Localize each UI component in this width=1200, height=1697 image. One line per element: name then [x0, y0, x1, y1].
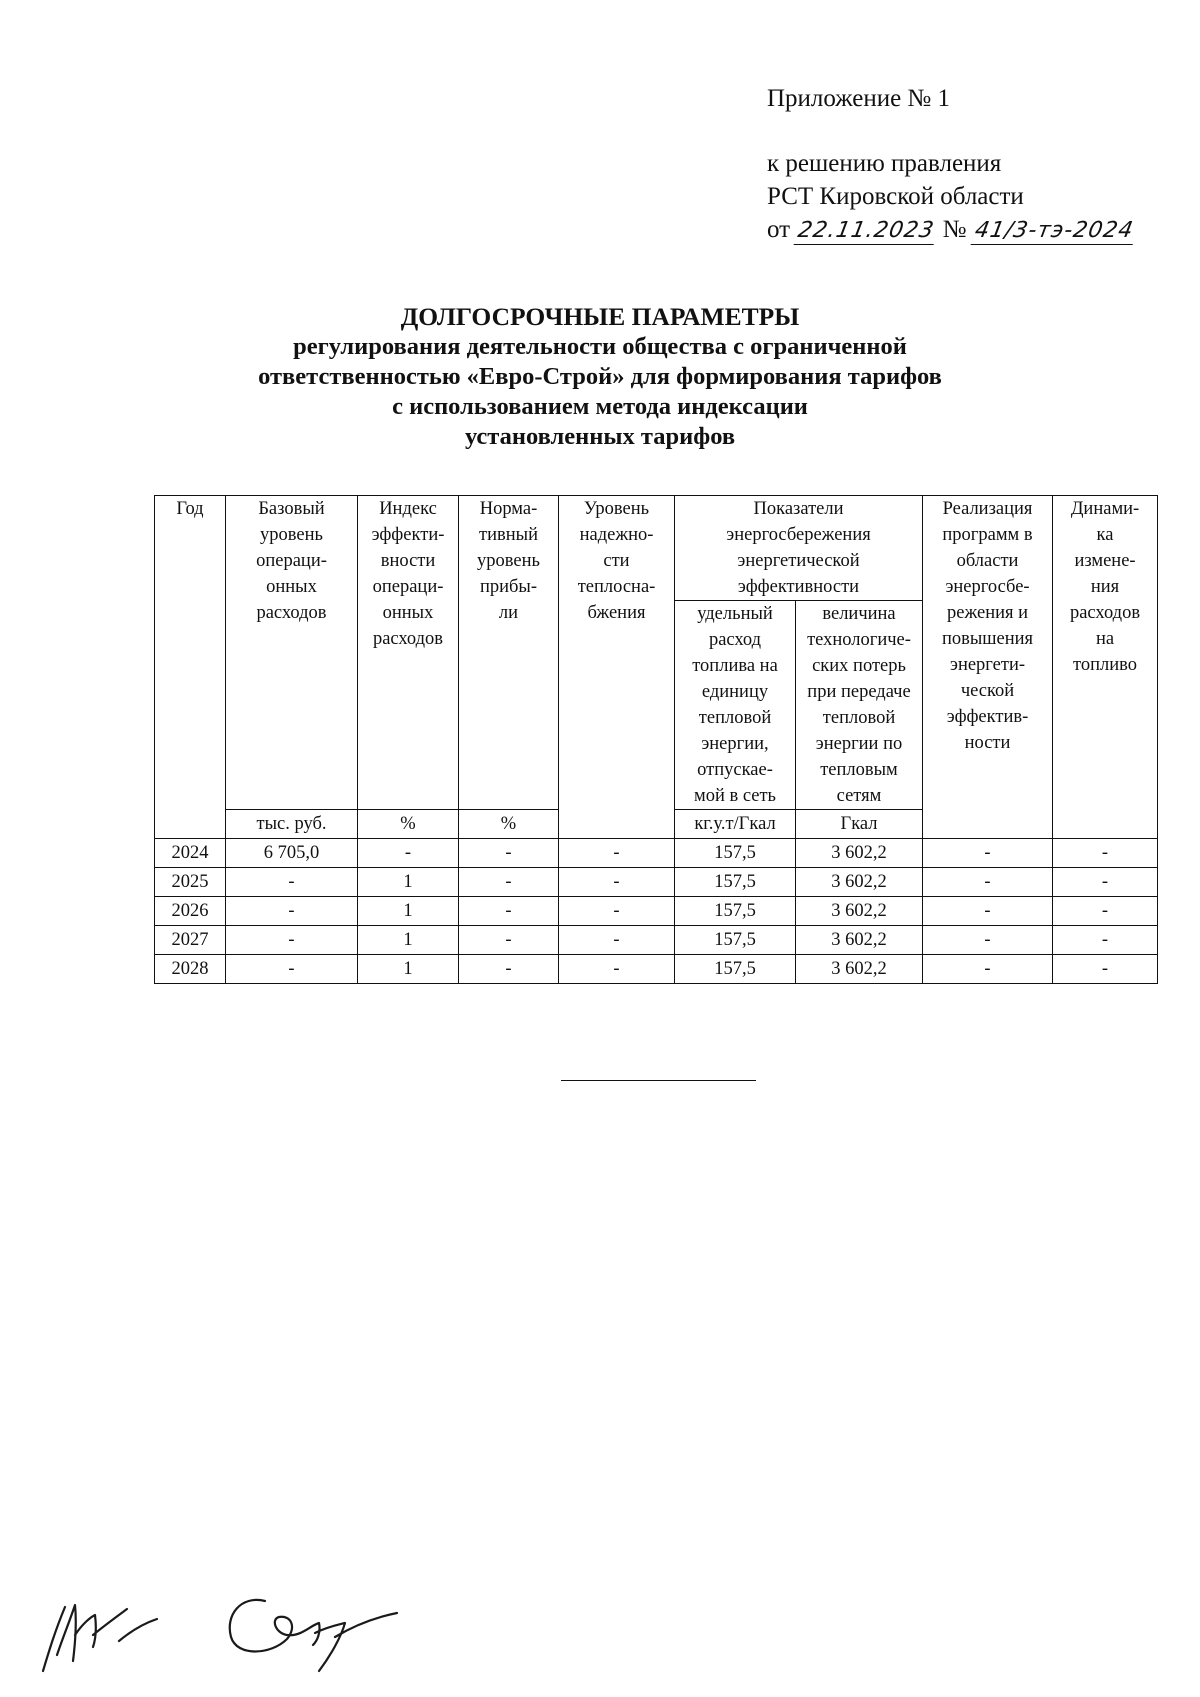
- cell-normative-profit: -: [459, 897, 559, 926]
- cell-efficiency-index: 1: [358, 926, 459, 955]
- cell-fuel-dynamics: -: [1053, 955, 1158, 984]
- cell-energy-programs: -: [923, 926, 1053, 955]
- cell-energy-programs: -: [923, 897, 1053, 926]
- cell-fuel-dynamics: -: [1053, 926, 1158, 955]
- cell-reliability: -: [559, 897, 675, 926]
- cell-efficiency-index: 1: [358, 868, 459, 897]
- handwritten-number: 41/3-тэ-2024: [970, 218, 1137, 245]
- cell-heat-losses: 3 602,2: [796, 839, 923, 868]
- cell-normative-profit: -: [459, 955, 559, 984]
- header-efficiency-index: Индекс эффекти- вности операци- онных расходов: [358, 496, 459, 810]
- date-prefix: от: [767, 216, 791, 243]
- cell-fuel-rate: 157,5: [675, 926, 796, 955]
- header-reliability: Уровень надежно- сти теплосна- бжения: [559, 496, 675, 839]
- cell-fuel-rate: 157,5: [675, 955, 796, 984]
- cell-base-opex: -: [226, 926, 358, 955]
- header-year: Год: [155, 496, 226, 839]
- document-title: ДОЛГОСРОЧНЫЕ ПАРАМЕТРЫ: [400, 302, 800, 331]
- cell-efficiency-index: 1: [358, 897, 459, 926]
- cell-year: 2025: [155, 868, 226, 897]
- cell-fuel-rate: 157,5: [675, 897, 796, 926]
- table-row: [155, 897, 1158, 926]
- signature-1: [43, 1605, 157, 1671]
- cell-energy-programs: -: [923, 839, 1053, 868]
- appendix-date-line: [767, 213, 1135, 246]
- cell-efficiency-index: -: [358, 839, 459, 868]
- heading-line-2: ответственностью «Евро-Строй» для формирования тарифов: [258, 363, 942, 390]
- document-heading: [180, 302, 1020, 452]
- table-row: [155, 839, 1158, 868]
- handwritten-signatures: [35, 1575, 415, 1685]
- table-row: [155, 955, 1158, 984]
- number-prefix: №: [942, 216, 967, 243]
- heading-line-3: с использованием метода индексации: [392, 393, 808, 420]
- cell-base-opex: -: [226, 955, 358, 984]
- unit-base-opex: тыс. руб.: [226, 810, 358, 839]
- header-energy-programs: Реализация программ в области энергосбе- режения и повышения энергети- ческой эффектив- ности: [923, 496, 1053, 839]
- cell-base-opex: -: [226, 897, 358, 926]
- cell-reliability: -: [559, 868, 675, 897]
- cell-reliability: -: [559, 955, 675, 984]
- cell-fuel-rate: 157,5: [675, 868, 796, 897]
- appendix-header: [767, 82, 1135, 246]
- header-fuel-rate: удельный расход топлива на единицу тепловой энергии, отпускае- мой в сеть: [675, 601, 796, 810]
- cell-year: 2026: [155, 897, 226, 926]
- header-base-opex: Базовый уровень операци- онных расходов: [226, 496, 358, 810]
- header-row-1: [155, 496, 1158, 601]
- cell-reliability: -: [559, 926, 675, 955]
- cell-fuel-dynamics: -: [1053, 839, 1158, 868]
- cell-fuel-dynamics: -: [1053, 868, 1158, 897]
- cell-base-opex: -: [226, 868, 358, 897]
- cell-heat-losses: 3 602,2: [796, 926, 923, 955]
- table-row: [155, 868, 1158, 897]
- cell-base-opex: 6 705,0: [226, 839, 358, 868]
- header-heat-losses: величина технологиче- ских потерь при передаче тепловой энергии по тепловым сетям: [796, 601, 923, 810]
- cell-fuel-dynamics: -: [1053, 897, 1158, 926]
- cell-heat-losses: 3 602,2: [796, 955, 923, 984]
- cell-heat-losses: 3 602,2: [796, 897, 923, 926]
- cell-normative-profit: -: [459, 868, 559, 897]
- cell-reliability: -: [559, 839, 675, 868]
- unit-normative-profit: %: [459, 810, 559, 839]
- appendix-title: Приложение № 1: [767, 85, 951, 112]
- header-normative-profit: Норма- тивный уровень прибы- ли: [459, 496, 559, 810]
- end-divider-line: [561, 1080, 756, 1081]
- cell-year: 2024: [155, 839, 226, 868]
- handwritten-date: 22.11.2023: [794, 218, 939, 245]
- appendix-decision-line: к решению правления: [767, 150, 1002, 177]
- cell-efficiency-index: 1: [358, 955, 459, 984]
- heading-line-1: регулирования деятельности общества с ограниченной: [293, 333, 907, 360]
- cell-year: 2028: [155, 955, 226, 984]
- cell-energy-programs: -: [923, 955, 1053, 984]
- unit-heat-losses: Гкал: [796, 810, 923, 839]
- table-row: [155, 926, 1158, 955]
- cell-normative-profit: -: [459, 839, 559, 868]
- cell-year: 2027: [155, 926, 226, 955]
- parameters-table: [154, 495, 1158, 984]
- header-energy-efficiency-group: Показатели энергосбережения энергетической эффективности: [675, 496, 923, 601]
- unit-fuel-rate: кг.у.т/Гкал: [675, 810, 796, 839]
- signature-2: [230, 1600, 397, 1671]
- cell-heat-losses: 3 602,2: [796, 868, 923, 897]
- heading-line-4: установленных тарифов: [464, 423, 736, 450]
- unit-efficiency-index: %: [358, 810, 459, 839]
- cell-energy-programs: -: [923, 868, 1053, 897]
- cell-fuel-rate: 157,5: [675, 839, 796, 868]
- appendix-authority-line: РСТ Кировской области: [767, 183, 1024, 210]
- cell-normative-profit: -: [459, 926, 559, 955]
- header-fuel-dynamics: Динами- ка измене- ния расходов на топливо: [1053, 496, 1158, 839]
